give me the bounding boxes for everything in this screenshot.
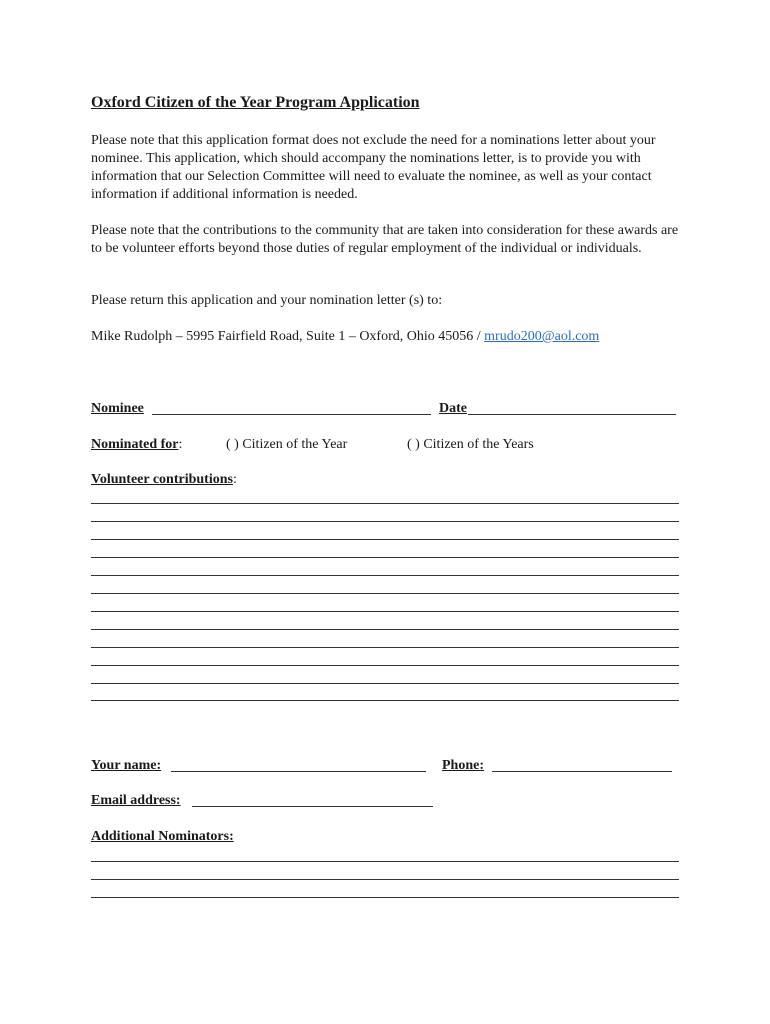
volunteer-colon: :: [232, 472, 237, 487]
phone-field[interactable]: [492, 771, 672, 772]
volunteer-line[interactable]: [91, 503, 679, 504]
volunteer-line[interactable]: [91, 665, 679, 666]
volunteer-line[interactable]: [91, 557, 679, 558]
your-name-row: [91, 757, 161, 775]
volunteer-contributions-label: Volunteer contributions: [91, 472, 233, 487]
volunteer-line[interactable]: [91, 611, 679, 612]
nominee-row: [91, 400, 144, 418]
date-label: Date: [439, 401, 467, 416]
email-address-label: Email address:: [91, 793, 181, 808]
nominee-label: Nominee: [91, 401, 144, 416]
your-name-field[interactable]: [171, 771, 426, 772]
document-title: Oxford Citizen of the Year Program Application: [91, 94, 420, 111]
additional-nominators-label: Additional Nominators:: [91, 829, 234, 844]
email-link[interactable]: mrudo200@aol.com: [484, 329, 600, 344]
return-address: Mike Rudolph – 5995 Fairfield Road, Suite 1 – Oxford, Ohio 45056 /: [91, 329, 485, 344]
volunteer-row: [91, 471, 237, 489]
return-address-line: [91, 328, 599, 346]
option-citizen-of-the-year[interactable]: ( ) Citizen of the Year: [226, 437, 348, 452]
additional-nominator-line[interactable]: [91, 879, 679, 880]
volunteer-line[interactable]: [91, 629, 679, 630]
nominated-for-row: [91, 436, 182, 454]
volunteer-line[interactable]: [91, 539, 679, 540]
date-field[interactable]: [468, 414, 676, 415]
volunteer-line[interactable]: [91, 593, 679, 594]
nominee-field[interactable]: [152, 414, 431, 415]
email-row: [91, 792, 181, 810]
volunteer-line[interactable]: [91, 647, 679, 648]
intro-paragraph: Please note that this application format does not exclude the need for a nominations letter about your nominee. This application, which should accompany the nominations letter, is to provide you with information that our Selection Committee will need to evaluate the nominee, as well as your contact information if additional information is needed.: [91, 133, 656, 202]
phone-row: [442, 757, 484, 775]
volunteer-line[interactable]: [91, 683, 679, 684]
email-address-field[interactable]: [192, 806, 433, 807]
option-citizen-of-the-years[interactable]: ( ) Citizen of the Years: [407, 437, 534, 452]
volunteer-line[interactable]: [91, 700, 679, 701]
additional-nominator-line[interactable]: [91, 861, 679, 862]
return-instructions: Please return this application and your nomination letter (s) to:: [91, 293, 443, 308]
nominated-for-colon: :: [178, 437, 183, 452]
additional-nominators-row: [91, 828, 234, 846]
date-row: [439, 400, 467, 418]
volunteer-line[interactable]: [91, 575, 679, 576]
volunteer-note-paragraph: Please note that the contributions to the community that are taken into consideration for these awards are to be volunteer efforts beyond those duties of regular employment of the individual or individuals.: [91, 223, 679, 256]
phone-label: Phone:: [442, 758, 484, 773]
nominated-for-label: Nominated for: [91, 437, 179, 452]
volunteer-line[interactable]: [91, 521, 679, 522]
your-name-label: Your name:: [91, 758, 162, 773]
additional-nominator-line[interactable]: [91, 897, 679, 898]
